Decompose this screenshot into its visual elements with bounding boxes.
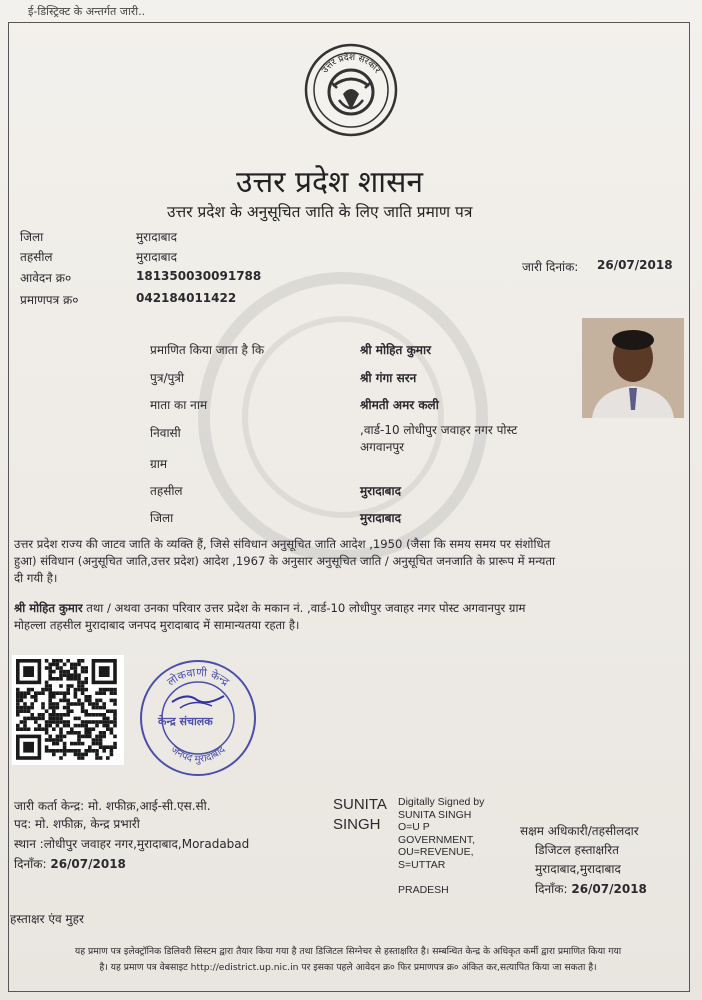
signature-details	[398, 796, 484, 896]
residence-paragraph: श्री मोहित कुमार तथा / अथवा उनका परिवार उत्तर प्रदेश के मकान नं. ,वार्ड-10 लोधीपुर जवाहर नगर पोस्ट अगवानपुर ग्राम मोहल्ला तहसील मुरादाबाद जनपद मुरादाबाद में सामान्यतया रहता है।	[14, 601, 526, 632]
issuer-post: पद: मो. शफीक़, केन्द्र प्रभारी	[14, 817, 140, 831]
son-of-label: पुत्र/पुत्री	[150, 371, 185, 385]
page-subtitle: उत्तर प्रदेश के अनुसूचित जाति के लिए जाति प्रमाण पत्र	[167, 203, 473, 221]
signature-detail-line	[398, 871, 484, 884]
issuer-place: स्थान :लोधीपुर जवाहर नगर,मुरादाबाद,Moradabad	[14, 837, 250, 851]
signature-name: SUNITA SINGH	[333, 796, 387, 833]
signature-detail-line: GOVERNMENT,	[398, 833, 476, 846]
tehsil-value: मुरादाबाद	[136, 250, 178, 264]
certify-label: प्रमाणित किया जाता है कि	[150, 343, 265, 357]
svg-text:लोकवाणी केन्द्र	[165, 666, 232, 689]
issuer-center: जारी कर्ता केन्द्र: मो. शफीक़,आई-सी.एस.सी.	[14, 799, 211, 813]
authority-date-value: 26/07/2018	[571, 882, 647, 896]
resident-name: श्री मोहित कुमार	[14, 601, 83, 615]
detail-district-value: मुरादाबाद	[360, 511, 402, 525]
certificate-value: 042184011422	[136, 291, 237, 305]
district-label: जिला	[20, 230, 44, 244]
footer-note: यह प्रमाण पत्र इलेक्ट्रॉनिक डिलिवरी सिस्टम द्वारा तैयार किया गया है तथा डिजिटल सिग्नेचर से हस्ताक्षरित है। सम्बन्धित केन्द्र के अधिकृत कर्मी द्वारा प्रमाणित किया गया है। यह प्रमाण पत्र वेबसाइट http://edistrict.up.nic.in पर इसका पहले आवेदन क्र० फिर प्रमाणपत्र क्र० अंकित कर,सत्यापित किया जा सकता है।	[74, 946, 622, 973]
stamp-bottom-text: जनपद मुरादाबाद	[168, 744, 228, 766]
official-stamp	[140, 660, 256, 776]
stamp-center-text: केन्द्र संचालक	[158, 715, 213, 728]
authority-digital: डिजिटल हस्ताक्षरित	[535, 843, 619, 857]
mother-label: माता का नाम	[150, 398, 208, 412]
authority-place: मुरादाबाद,मुरादाबाद	[535, 862, 621, 876]
district-value: मुरादाबाद	[136, 230, 178, 244]
certify-value: श्री मोहित कुमार	[360, 343, 431, 357]
certificate-label: प्रमाणपत्र क्र०	[20, 293, 79, 307]
signature-detail-line: SUNITA SINGH	[398, 808, 472, 821]
tehsil-label: तहसील	[20, 250, 53, 264]
detail-tehsil-value: मुरादाबाद	[360, 484, 402, 498]
issue-date-label: जारी दिनांक:	[522, 260, 579, 274]
header-note: ई-डिस्ट्रिक्ट के अन्तर्गत जारी..	[28, 5, 146, 18]
village-label: ग्राम	[150, 457, 168, 471]
son-of-value: श्री गंगा सरन	[360, 371, 417, 385]
resident-value-line1: ,वार्ड-10 लोधीपुर जवाहर नगर पोस्ट	[360, 423, 518, 437]
detail-tehsil-label: तहसील	[150, 484, 183, 498]
detail-district-label: जिला	[150, 511, 174, 525]
application-label: आवेदन क्र०	[20, 271, 72, 285]
issue-date-value: 26/07/2018	[597, 258, 673, 272]
mother-value: श्रीमती अमर कली	[360, 398, 439, 412]
qr-code	[12, 655, 124, 765]
resident-value-line2: अगवानपुर	[360, 440, 405, 454]
signature-detail-line: S=UTTAR	[398, 858, 446, 871]
svg-text:जनपद मुरादाबाद	[168, 744, 228, 765]
application-value: 181350030091788	[136, 269, 262, 283]
authority-date: दिनाँक: 26/07/2018	[535, 882, 647, 896]
authority-title: सक्षम अधिकारी/तहसीलदार	[520, 824, 639, 838]
signature-detail-line: OU=REVENUE,	[398, 846, 474, 858]
signature-detail-line: PRADESH	[398, 883, 449, 896]
state-emblem	[303, 42, 399, 138]
stamp-top-text: लोकवाणी केन्द्र	[164, 665, 232, 689]
caste-paragraph: उत्तर प्रदेश राज्य की जाटव जाति के व्यक्ति हैं, जिसे संविधान अनुसूचित जाति आदेश ,1950 (जैसा कि समय समय पर संशोधित हुआ) संविधान (अनुसूचित जाति,उत्तर प्रदेश) आदेश ,1967 के अनुसार अनुसूचित जाति / अनुसूचित जनजाति के प्रारूप में मन्यता दी गयी है।	[14, 537, 555, 585]
signature-detail-line: O=U P	[398, 821, 430, 833]
applicant-photo	[582, 318, 684, 418]
watermark-emblem	[198, 272, 488, 562]
sign-seal-label: हस्ताक्षर एंव मुहर	[10, 912, 84, 926]
issuer-date: दिनाँक: 26/07/2018	[14, 857, 126, 871]
issuer-date-value: 26/07/2018	[50, 857, 126, 871]
page-title: उत्तर प्रदेश शासन	[236, 165, 424, 200]
emblem-text: उत्तर प्रदेश सरकार	[320, 52, 382, 76]
signature-detail-line: Digitally Signed by	[398, 796, 485, 808]
resident-label: निवासी	[150, 426, 181, 440]
